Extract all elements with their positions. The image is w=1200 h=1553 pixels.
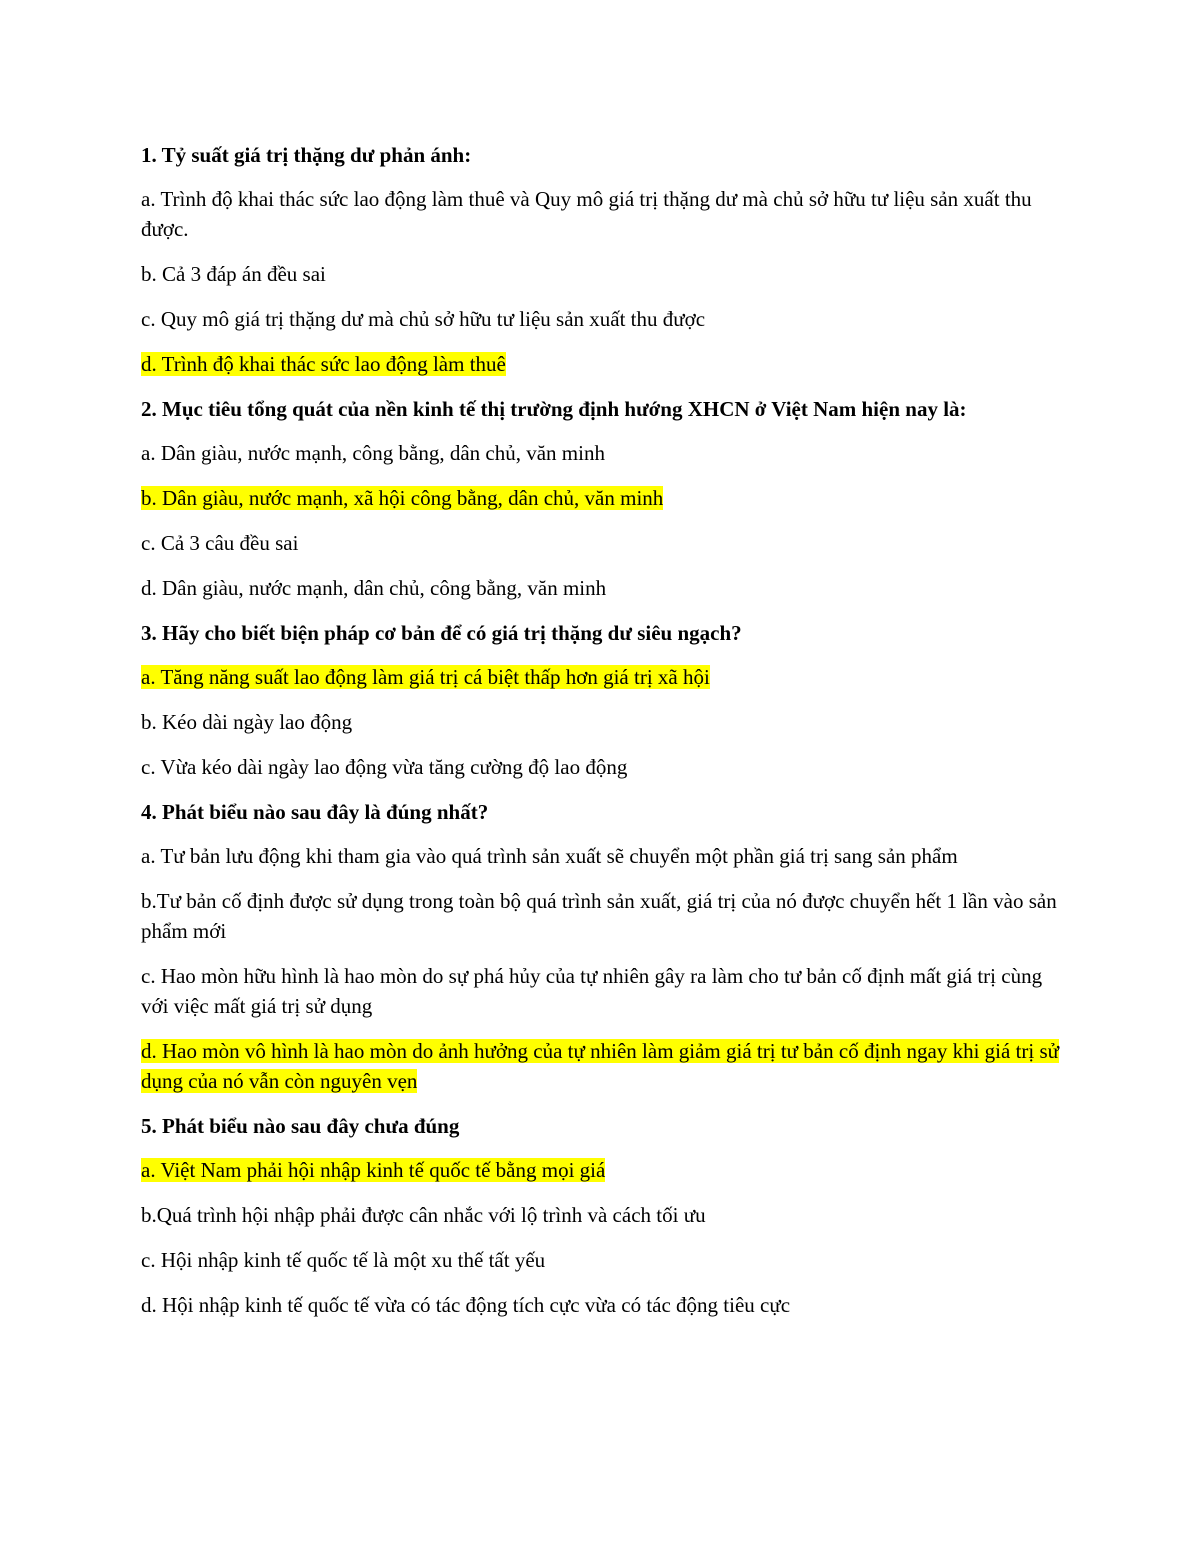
answer-text: d. Dân giàu, nước mạnh, dân chủ, công bằng, văn minh — [141, 576, 607, 600]
answer-option — [141, 707, 1071, 737]
answer-option — [141, 1200, 1071, 1230]
answer-text-highlighted: a. Tăng năng suất lao động làm giá trị cá biệt thấp hơn giá trị xã hội — [141, 665, 710, 689]
answer-text: a. Tư bản lưu động khi tham gia vào quá trình sản xuất sẽ chuyển một phần giá trị sang sản phẩm — [141, 844, 958, 868]
answer-option-correct — [141, 483, 1071, 513]
answer-text-highlighted: d. Hao mòn vô hình là hao mòn do ảnh hưởng của tự nhiên làm giảm giá trị tư bản cố định ngay khi giá trị sử dụng của nó vẫn còn nguyên vẹn — [141, 1039, 1060, 1093]
question-block — [141, 1111, 1071, 1320]
answer-option — [141, 184, 1071, 244]
question-block — [141, 394, 1071, 603]
answer-text: d. Hội nhập kinh tế quốc tế vừa có tác động tích cực vừa có tác động tiêu cực — [141, 1293, 791, 1317]
answer-option — [141, 1290, 1071, 1320]
answer-text: c. Vừa kéo dài ngày lao động vừa tăng cường độ lao động — [141, 755, 628, 779]
answer-option-correct — [141, 1036, 1071, 1096]
answer-option — [141, 259, 1071, 289]
answer-text: a. Dân giàu, nước mạnh, công bằng, dân chủ, văn minh — [141, 441, 605, 465]
answer-option — [141, 752, 1071, 782]
answer-option-correct — [141, 349, 1071, 379]
answer-text: c. Hao mòn hữu hình là hao mòn do sự phá hủy của tự nhiên gây ra làm cho tư bản cố định mất giá trị cùng với việc mất giá trị sử dụng — [141, 964, 1043, 1018]
question-title: 1. Tỷ suất giá trị thặng dư phản ánh: — [141, 143, 472, 167]
question-title: 2. Mục tiêu tổng quát của nền kinh tế thị trường định hướng XHCN ở Việt Nam hiện nay là: — [141, 397, 967, 421]
question-block — [141, 797, 1071, 1096]
question-title: 3. Hãy cho biết biện pháp cơ bản để có giá trị thặng dư siêu ngạch? — [141, 621, 742, 645]
question-title: 4. Phát biểu nào sau đây là đúng nhất? — [141, 800, 489, 824]
answer-text: b. Kéo dài ngày lao động — [141, 710, 353, 734]
answer-text: c. Quy mô giá trị thặng dư mà chủ sở hữu tư liệu sản xuất thu được — [141, 307, 706, 331]
answer-text: b.Quá trình hội nhập phải được cân nhắc với lộ trình và cách tối ưu — [141, 1203, 706, 1227]
answer-option — [141, 438, 1071, 468]
answer-text: c. Hội nhập kinh tế quốc tế là một xu thế tất yếu — [141, 1248, 546, 1272]
question-block — [141, 618, 1071, 782]
answer-text: a. Trình độ khai thác sức lao động làm thuê và Quy mô giá trị thặng dư mà chủ sở hữu tư liệu sản xuất thu được. — [141, 187, 1032, 241]
answer-option — [141, 573, 1071, 603]
answer-option-correct — [141, 1155, 1071, 1185]
answer-text: b. Cả 3 đáp án đều sai — [141, 262, 326, 286]
answer-option — [141, 528, 1071, 558]
answer-option — [141, 1245, 1071, 1275]
question-block — [141, 140, 1071, 379]
answer-option — [141, 841, 1071, 871]
answer-text-highlighted: a. Việt Nam phải hội nhập kinh tế quốc tế bằng mọi giá — [141, 1158, 606, 1182]
answer-text-highlighted: d. Trình độ khai thác sức lao động làm thuê — [141, 352, 506, 376]
answer-text: c. Cả 3 câu đều sai — [141, 531, 299, 555]
answer-option — [141, 886, 1071, 946]
answer-text: b.Tư bản cố định được sử dụng trong toàn bộ quá trình sản xuất, giá trị của nó được chuyển hết 1 lần vào sản phẩm mới — [141, 889, 1057, 943]
answer-text-highlighted: b. Dân giàu, nước mạnh, xã hội công bằng, dân chủ, văn minh — [141, 486, 664, 510]
quiz-content — [141, 140, 1071, 1335]
answer-option — [141, 961, 1071, 1021]
answer-option-correct — [141, 662, 1071, 692]
answer-option — [141, 304, 1071, 334]
question-title: 5. Phát biểu nào sau đây chưa đúng — [141, 1114, 460, 1138]
